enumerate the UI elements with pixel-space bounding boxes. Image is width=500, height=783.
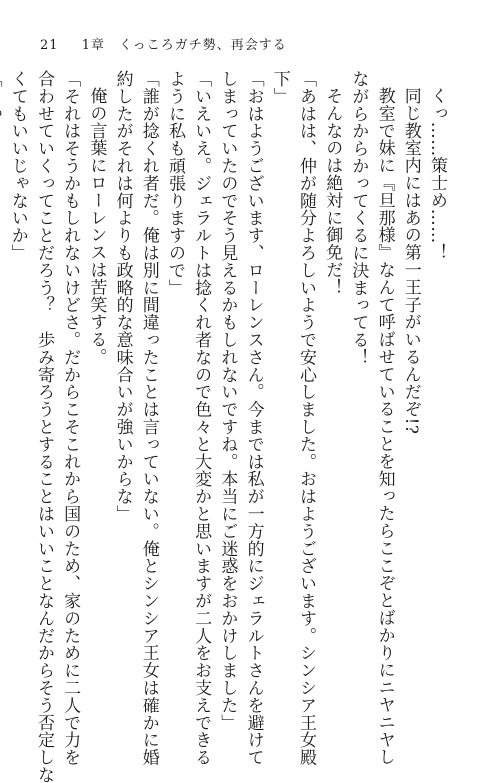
text-line: 「誰が捻くれ者だ。俺は別に間違ったことは言っていない。俺とシンシア王女は確かに婚 — [138, 70, 159, 766]
chapter-title: 1章 くっころガチ勢、再会する — [81, 38, 287, 53]
page-header — [40, 34, 287, 53]
text-line: 「おはようございます、ローレンスさん。今までは私が一方的にジェラルトさんを避けて — [243, 70, 264, 766]
text-line: 合わせていくってことだろう？ 歩み寄ろうとすることはいいことなんだからそう否定しな — [33, 70, 54, 783]
text-line: 教室で妹に『旦那様』なんて呼ばせていることを知ったらここぞとばかりにニヤニヤし — [374, 87, 395, 766]
text-line: くてもいいじゃないか」 — [7, 70, 28, 262]
text-line: ように私も頑張りますので」 — [164, 70, 185, 297]
text-line: 「それはそうかもしれないけどさ。だからこそこれから国のため、家のために二人で力を — [60, 70, 81, 766]
text-line: くっ……策士め……！ — [427, 87, 447, 261]
page-number: 21 — [40, 38, 59, 53]
text-line: 俺の言葉にローレンスは苦笑する。 — [86, 87, 107, 366]
text-line: ながらからかってくるに決まってる！ — [348, 70, 369, 366]
text-line: 「あはは、仲が随分よろしいようで安心しました。おはようございます。シンシア王女殿 — [295, 70, 316, 766]
text-line — [0, 70, 5, 670]
text-line: そんなのは絶対に御免だ！ — [322, 87, 343, 296]
text-line: 下」 — [269, 70, 290, 105]
vertical-body-text — [7, 70, 450, 783]
text-line: 同じ教室内にはあの第一王子がいるんだぞ!? — [400, 87, 421, 435]
text-line: 約したがそれは何よりも政略的な意味合いが強いからな」 — [112, 70, 133, 523]
text-line: 「いえいえ。ジェラルトは捻くれ者なので色々と大変かと思いますが二人をお支えできる — [191, 70, 212, 766]
text-line: しまっていたのでそう見えるかもしれないですね。本当にご迷惑をおかけしました」 — [217, 70, 238, 732]
